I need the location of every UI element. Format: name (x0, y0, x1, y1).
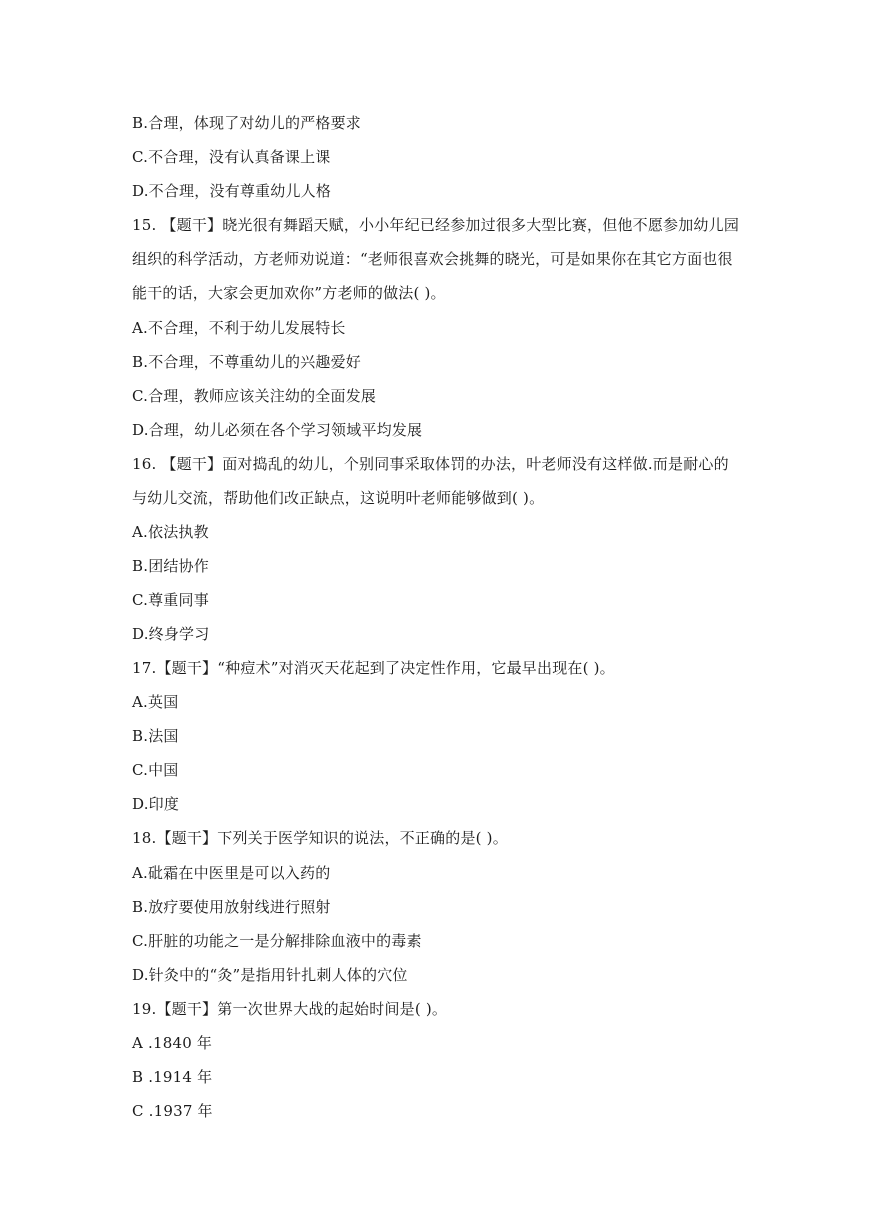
q15-stem-line-3: 能干的话，大家会更加欢你”方老师的做法( )。 (132, 284, 446, 302)
q17-option-d: D.印度 (132, 795, 180, 813)
q16-option-d: D.终身学习 (132, 625, 210, 643)
q17-stem: 17.【题干】“种痘术”对消灭天花起到了决定性作用，它最早出现在( )。 (132, 659, 615, 677)
q15-option-b: B.不合理，不尊重幼儿的兴趣爱好 (132, 353, 361, 371)
q17-option-a: A.英国 (132, 693, 179, 711)
q16-option-a: A.依法执教 (132, 523, 209, 541)
q18-option-a: A.砒霜在中医里是可以入药的 (132, 864, 331, 882)
q19-option-c: C .1937 年 (132, 1102, 213, 1120)
q18-option-b: B.放疗要使用放射线进行照射 (132, 898, 331, 916)
q14-option-b: B.合理，体现了对幼儿的严格要求 (132, 114, 361, 132)
q15-stem-line-2: 组织的科学活动，方老师劝说道：“老师很喜欢会挑舞的晓光，可是如果你在其它方面也很 (132, 250, 733, 268)
q15-option-c: C.合理，教师应该关注幼的全面发展 (132, 387, 377, 405)
q18-stem: 18.【题干】下列关于医学知识的说法，不正确的是( )。 (132, 829, 508, 847)
q16-option-c: C.尊重同事 (132, 591, 209, 609)
q17-option-b: B.法国 (132, 727, 179, 745)
q15-option-a: A.不合理，不利于幼儿发展特长 (132, 319, 346, 337)
q14-option-c: C.不合理，没有认真备课上课 (132, 148, 331, 166)
q16-stem-line-1: 16. 【题干】面对捣乱的幼儿，个别同事采取体罚的办法，叶老师没有这样做.而是耐心的 (132, 455, 729, 473)
q19-option-b: B .1914 年 (132, 1068, 213, 1086)
q16-option-b: B.团结协作 (132, 557, 209, 575)
q15-option-d: D.合理，幼儿必须在各个学习领域平均发展 (132, 421, 423, 439)
q18-option-c: C.肝脏的功能之一是分解排除血液中的毒素 (132, 932, 422, 950)
q19-stem: 19.【题干】第一次世界大战的起始时间是( )。 (132, 1000, 448, 1018)
q19-option-a: A .1840 年 (132, 1034, 213, 1052)
q16-stem-line-2: 与幼儿交流，帮助他们改正缺点，这说明叶老师能够做到( )。 (132, 489, 545, 507)
q14-option-d: D.不合理，没有尊重幼儿人格 (132, 182, 332, 200)
q15-stem-line-1: 15. 【题干】晓光很有舞蹈天赋，小小年纪已经参加过很多大型比赛，但他不愿参加幼儿园 (132, 216, 740, 234)
q17-option-c: C.中国 (132, 761, 179, 779)
q18-option-d: D.针灸中的“灸”是指用针扎刺人体的穴位 (132, 966, 408, 984)
